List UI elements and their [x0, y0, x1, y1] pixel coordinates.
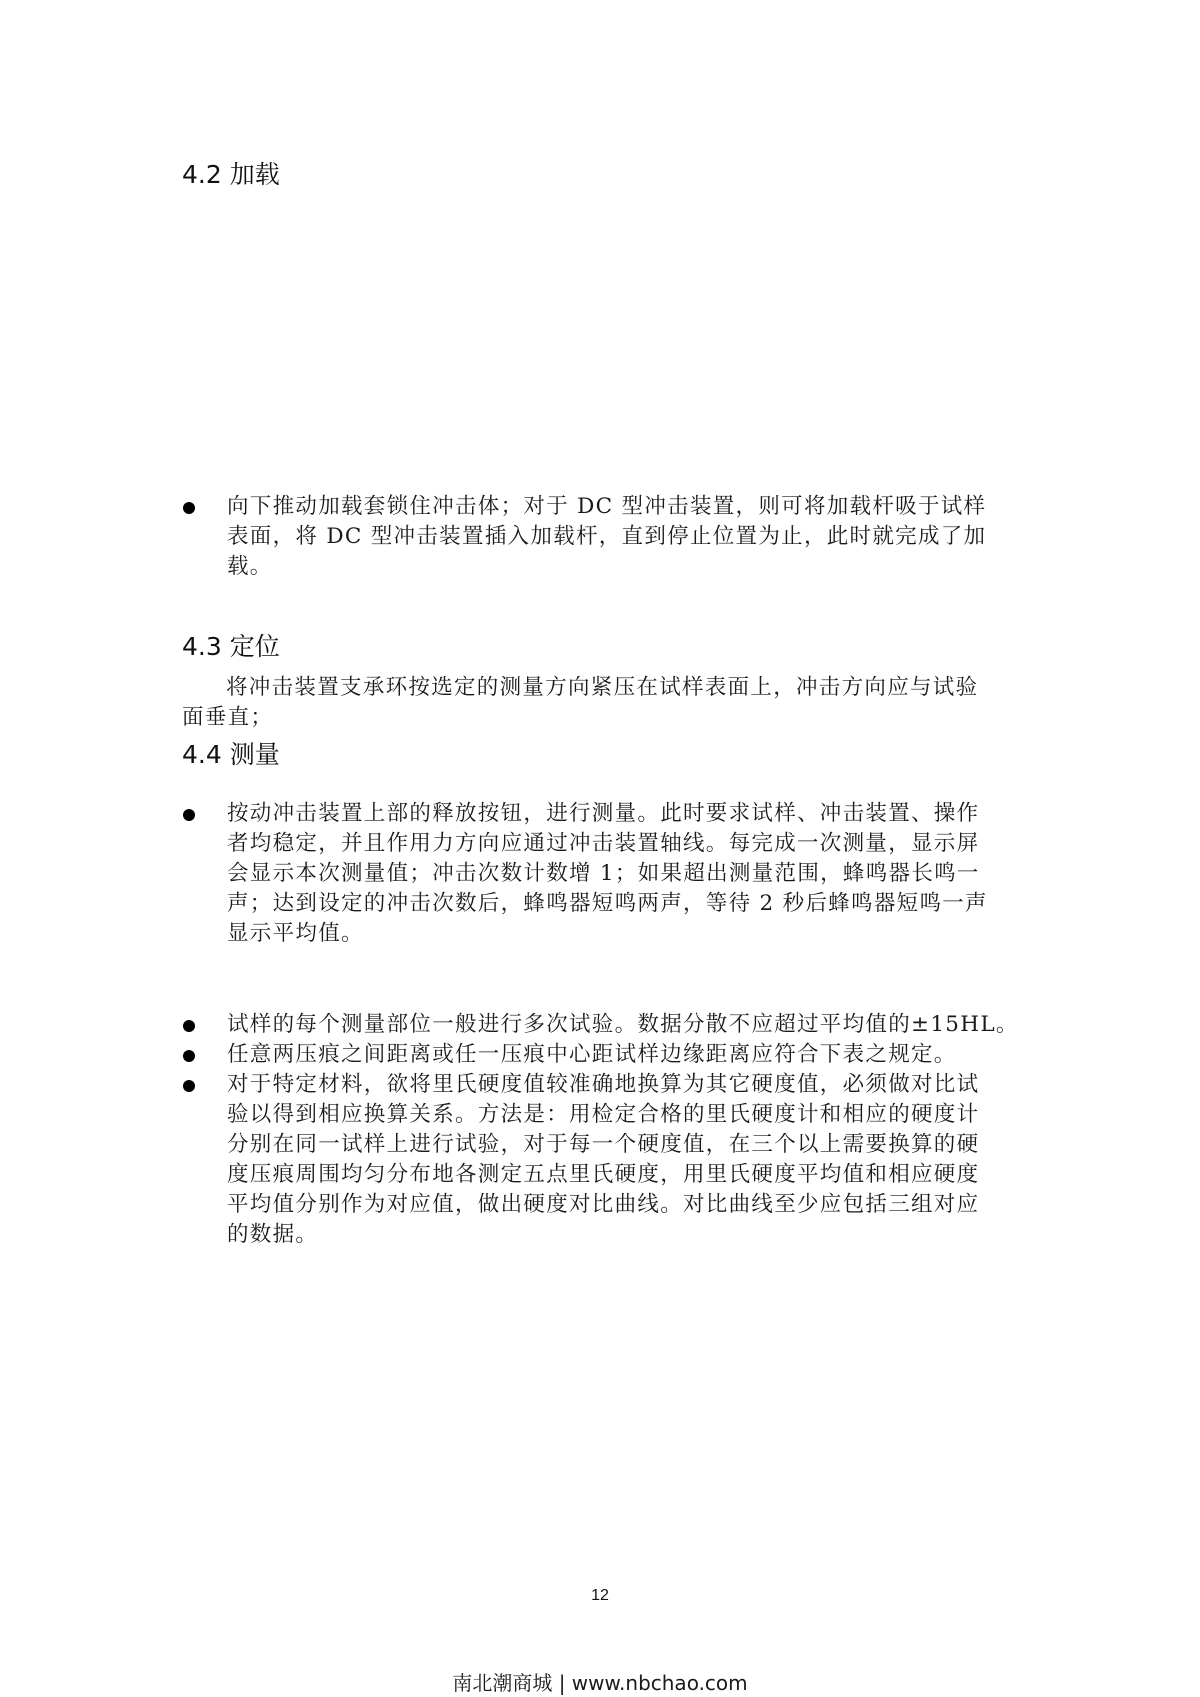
- section-heading-4-2: 4.2 加载: [182, 160, 280, 189]
- bullet-icon: [183, 1080, 195, 1092]
- paragraph-line: 面垂直；: [182, 705, 274, 730]
- bullet-line: 对于特定材料，欲将里氏硬度值较准确地换算为其它硬度值，必须做对比试: [227, 1072, 980, 1097]
- bullet-line: 的数据。: [227, 1222, 319, 1247]
- bullet-line: 验以得到相应换算关系。方法是：用检定合格的里氏硬度计和相应的硬度计: [227, 1102, 980, 1127]
- section-heading-4-4: 4.4 测量: [182, 740, 280, 769]
- bullet-line: 显示平均值。: [227, 921, 364, 946]
- bullet-line: 分别在同一试样上进行试验，对于每一个硬度值，在三个以上需要换算的硬: [227, 1132, 980, 1157]
- bullet-line: 声；达到设定的冲击次数后，蜂鸣器短鸣两声，等待 2 秒后蜂鸣器短鸣一声: [227, 891, 988, 916]
- bullet-icon: [183, 502, 195, 514]
- bullet-line: 载。: [227, 554, 273, 579]
- bullet-line: 按动冲击装置上部的释放按钮，进行测量。此时要求试样、冲击装置、操作: [227, 801, 980, 826]
- bullet-line: 会显示本次测量值；冲击次数计数增 1；如果超出测量范围，蜂鸣器长鸣一: [227, 861, 980, 886]
- bullet-line: 向下推动加载套锁住冲击体；对于 DC 型冲击装置，则可将加载杆吸于试样: [227, 494, 987, 519]
- bullet-line: 平均值分别作为对应值，做出硬度对比曲线。对比曲线至少应包括三组对应: [227, 1192, 980, 1217]
- section-heading-4-3: 4.3 定位: [182, 632, 280, 661]
- bullet-line: 表面，将 DC 型冲击装置插入加载杆，直到停止位置为止，此时就完成了加: [227, 524, 987, 549]
- bullet-line: 度压痕周围均匀分布地各测定五点里氏硬度，用里氏硬度平均值和相应硬度: [227, 1162, 980, 1187]
- bullet-icon: [183, 809, 195, 821]
- paragraph-line: 将冲击装置支承环按选定的测量方向紧压在试样表面上，冲击方向应与试验: [226, 675, 979, 700]
- bullet-icon: [183, 1020, 195, 1032]
- footer-watermark: 南北潮商城 | www.nbchao.com: [452, 1671, 748, 1695]
- bullet-line: 者均稳定，并且作用力方向应通过冲击装置轴线。每完成一次测量，显示屏: [227, 831, 980, 856]
- bullet-line: 任意两压痕之间距离或任一压痕中心距试样边缘距离应符合下表之规定。: [227, 1042, 957, 1067]
- page-number: 12: [591, 1587, 609, 1604]
- bullet-line: 试样的每个测量部位一般进行多次试验。数据分散不应超过平均值的±15HL。: [227, 1012, 1019, 1037]
- bullet-icon: [183, 1050, 195, 1062]
